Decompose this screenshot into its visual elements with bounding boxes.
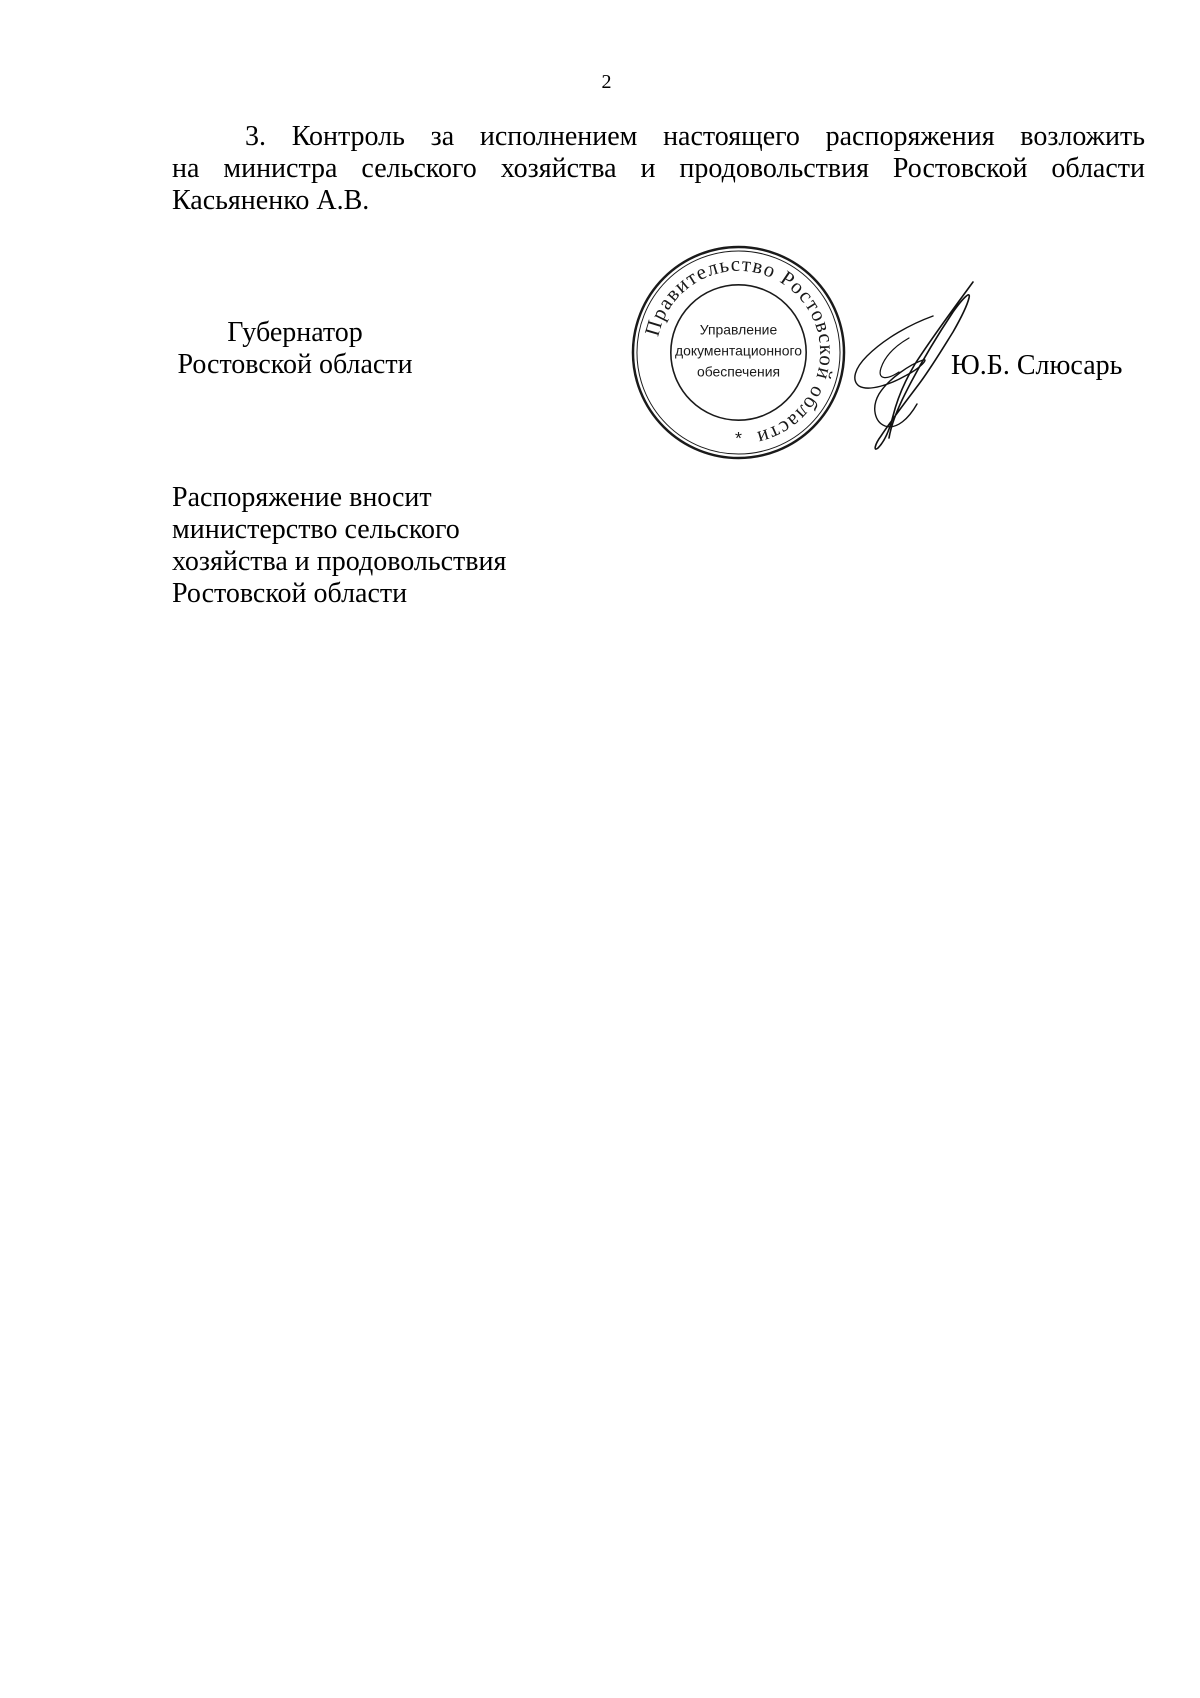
seal-center-line: документационного <box>674 342 803 359</box>
clause-line: Касьяненко А.В. <box>172 185 370 216</box>
signatory-title <box>150 317 440 381</box>
seal-star: * <box>735 428 742 449</box>
seal-ring-text: Правительство Ростовской области <box>639 251 840 451</box>
clause-line: на министра сельского хозяйства и продовольствия Ростовской области <box>172 153 1145 184</box>
introducer-note <box>172 482 506 610</box>
signatory-title-line: Ростовской области <box>177 349 413 380</box>
official-seal <box>629 243 848 462</box>
seal-center-line: Управление <box>699 321 778 338</box>
seal-center-line: обеспечения <box>696 363 781 380</box>
introducer-line: Распоряжение вносит <box>172 482 432 513</box>
signatory-title-line: Губернатор <box>227 317 363 348</box>
signatory-name: Ю.Б. Слюсарь <box>951 350 1123 381</box>
clause-line: 3. Контроль за исполнением настоящего распоряжения возложить <box>245 121 1145 152</box>
clause-paragraph <box>172 121 1145 217</box>
introducer-line: министерство сельского <box>172 514 460 545</box>
page-number: 2 <box>601 71 612 93</box>
introducer-line: Ростовской области <box>172 578 408 609</box>
introducer-line: хозяйства и продовольствия <box>172 546 507 577</box>
